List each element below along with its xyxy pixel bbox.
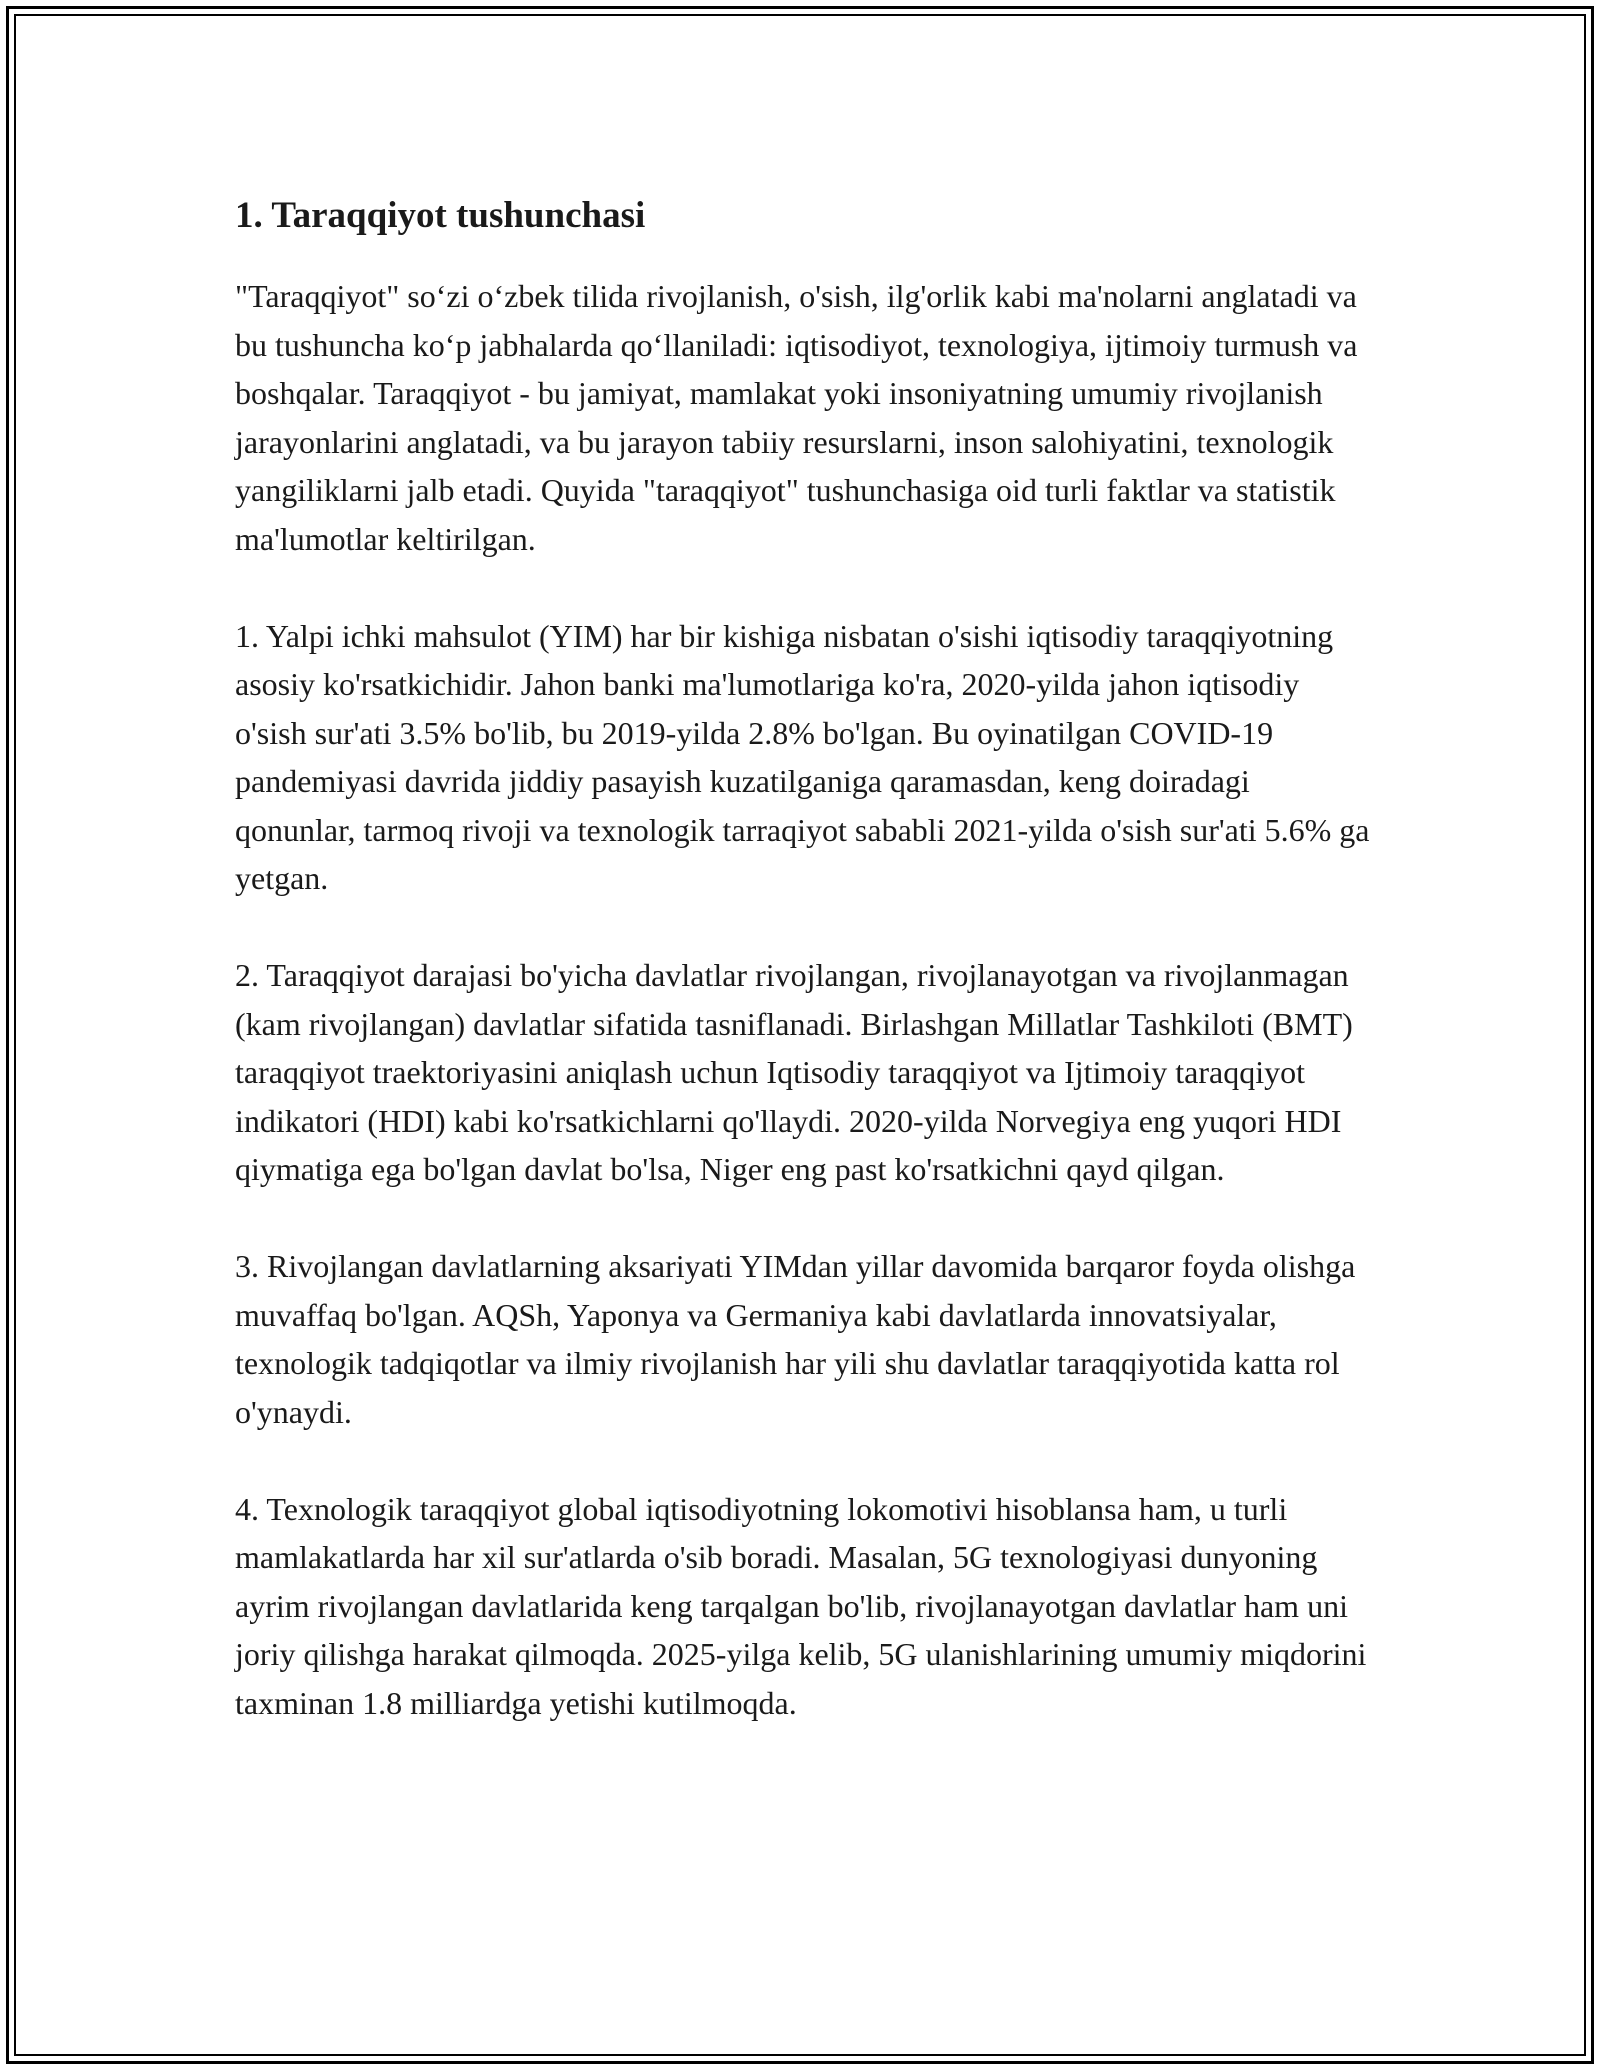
document-body: [235, 186, 1375, 1776]
paragraph-gdp-growth: 1. Yalpi ichki mahsulot (YIM) har bir kishiga nisbatan o'sishi iqtisodiy taraqqiyotning asosiy ko'rsatkichidir. Jahon banki ma'lumotlariga ko'ra, 2020-yilda jahon iqtisodiy o'sish sur'ati 3.5% bo'lib, bu 2019-yilda 2.8% bo'lgan. Bu oyinatilgan COVID-19 pandemiyasi davrida jiddiy pasayish kuzatilganiga qaramasdan, keng doiradagi qonunlar, tarmoq rivoji va texnologik tarraqiyot sababli 2021-yilda o'sish sur'ati 5.6% ga yetgan.: [235, 617, 1370, 896]
intro-paragraph: "Taraqqiyot" so‘zi o‘zbek tilida rivojlanish, o'sish, ilg'orlik kabi ma'nolarni anglatadi va bu tushuncha ko‘p jabhalarda qo‘llaniladi: iqtisodiyot, texnologiya, ijtimoiy turmush va boshqalar. Taraqqiyot - bu jamiyat, mamlakat yoki insoniyatning umumiy rivojlanish jarayonlarini anglatadi, va bu jarayon tabiiy resurslarni, inson salohiyatini, texnologik yangiliklarni jalb etadi. Quyida "taraqqiyot" tushunchasiga oid turli faktlar va statistik ma'lumotlar keltirilgan.: [235, 278, 1358, 557]
paragraph-technological-progress: 4. Texnologik taraqqiyot global iqtisodiyotning lokomotivi hisoblansa ham, u turli mamlakatlarda har xil sur'atlarda o'sib boradi. Masalan, 5G texnologiyasi dunyoning ayrim rivojlangan davlatlarida keng tarqalgan bo'lib, rivojlanayotgan davlatlar ham uni joriy qilishga harakat qilmoqda. 2025-yilga kelib, 5G ulanishlarining umumiy miqdorini taxminan 1.8 milliardga yetishi kutilmoqda.: [235, 1490, 1367, 1721]
paragraph-developed-countries: 3. Rivojlangan davlatlarning aksariyati YIMdan yillar davomida barqaror foyda olishga muvaffaq bo'lgan. AQSh, Yaponya va Germaniya kabi davlatlarda innovatsiyalar, texnologik tadqiqotlar va ilmiy rivojlanish har yili shu davlatlar taraqqiyotida katta rol o'ynaydi.: [235, 1248, 1356, 1430]
paragraph-development-classification: 2. Taraqqiyot darajasi bo'yicha davlatlar rivojlangan, rivojlanayotgan va rivojlanmagan (kam rivojlangan) davlatlar sifatida tasniflanadi. Birlashgan Millatlar Tashkiloti (BMT) taraqqiyot traektoriyasini aniqlash uchun Iqtisodiy taraqqiyot va Ijtimoiy taraqqiyot indikatori (HDI) kabi ko'rsatkichlarni qo'llaydi. 2020-yilda Norvegiya eng yuqori HDI qiymatiga ega bo'lgan davlat bo'lsa, Niger eng past ko'rsatkichni qayd qilgan.: [235, 957, 1353, 1187]
section-title: 1. Taraqqiyot tushunchasi: [235, 195, 646, 236]
